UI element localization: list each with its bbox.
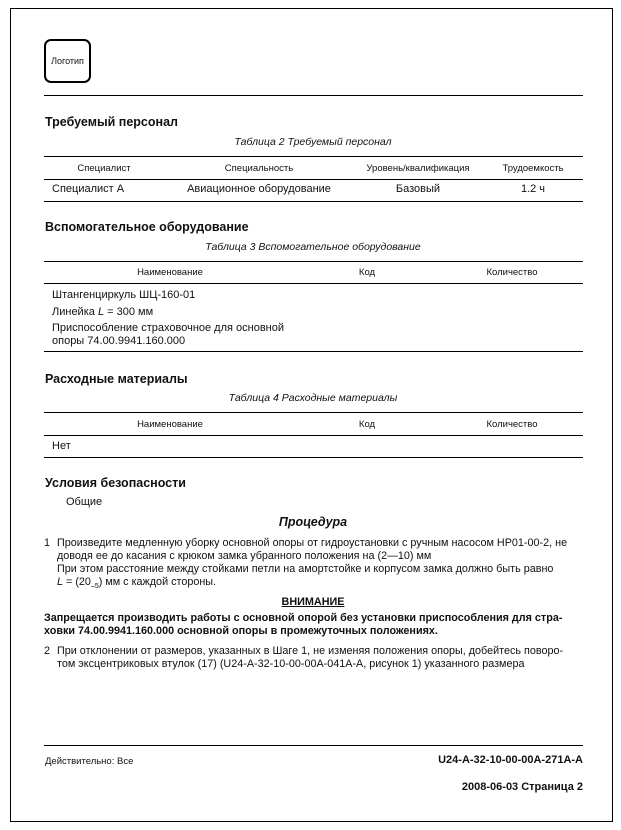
footer-doc-code: U24-A-32-10-00-00A-271A-A <box>438 754 583 766</box>
personnel-table-top <box>44 156 583 157</box>
equipment-heading: Вспомогательное оборудование <box>45 220 249 234</box>
equipment-item-fixture-line1: Приспособление страховочное для основной <box>52 322 285 334</box>
step2-line2: том эксцентриковых втулок (17) (U24-A-32-10-00-00A-041A-A, рисунок 1) указанного размера <box>57 658 525 670</box>
personnel-col-effort: Трудоемкость <box>502 163 564 174</box>
warning-line1: Запрещается производить работы с основной опорой без установки приспособления для стра- <box>44 612 563 624</box>
safety-text: Общие <box>66 496 103 508</box>
safety-heading: Условия безопасности <box>45 476 186 490</box>
equipment-item-fixture-line2: опоры 74.00.9941.160.000 <box>52 335 186 347</box>
consumables-cell-none: Нет <box>52 440 71 452</box>
step1-var: L <box>57 576 64 588</box>
consumables-table-top <box>44 412 583 413</box>
personnel-cell-effort: 1.2 ч <box>520 183 546 195</box>
consumables-header-divider <box>44 435 583 436</box>
page-frame <box>10 8 613 822</box>
equipment-col-code: Код <box>358 267 376 278</box>
personnel-col-specialist: Специалист <box>77 163 131 174</box>
personnel-cell-specialty: Авиационное оборудование <box>187 183 331 195</box>
step1-tolerance: –5 <box>90 583 99 591</box>
equipment-col-name: Наименование <box>137 267 203 278</box>
footer-applicability: Действительно: Все <box>45 756 134 767</box>
step1-line2: доводя ее до касания с крюком замка убранного положения на (2—10) мм <box>57 550 432 562</box>
equipment-item-ruler <box>52 306 153 318</box>
step1-line3: При этом расстояние между стойками петли на амортстойке и корпусом замка должно быть равно <box>57 563 554 575</box>
step2-line1: При отклонении от размеров, указанных в Шаге 1, не изменяя положения опоры, добейтесь поворо- <box>57 645 564 657</box>
personnel-cell-level: Базовый <box>395 183 441 195</box>
equipment-caption: Таблица 3 Вспомогательное оборудование <box>205 241 421 253</box>
personnel-heading: Требуемый персонал <box>45 115 178 129</box>
step1-end: ) мм с каждой стороны. <box>98 576 217 588</box>
step1-mid: = (20 <box>63 576 91 588</box>
equipment-table-top <box>44 261 583 262</box>
warning-title: ВНИМАНИЕ <box>281 596 345 608</box>
consumables-table-bottom <box>44 457 583 458</box>
footer-date-page: 2008-06-03 Страница 2 <box>461 781 583 793</box>
equipment-header-divider <box>44 283 583 284</box>
step2-number: 2 <box>44 645 51 657</box>
procedure-title: Процедура <box>278 515 348 529</box>
equipment-col-qty: Количество <box>486 267 538 278</box>
step1-line4 <box>57 576 216 593</box>
footer-divider <box>44 745 583 746</box>
warning-line2: ховки 74.00.9941.160.000 основной опоры в промежуточных положениях. <box>44 625 438 637</box>
equipment-item-caliper: Штангенциркуль ШЦ-160-01 <box>52 289 196 301</box>
logo-text: Логотип <box>51 56 84 66</box>
consumables-col-name: Наименование <box>137 419 203 430</box>
logo-placeholder <box>44 39 91 83</box>
consumables-col-code: Код <box>358 419 376 430</box>
consumables-caption: Таблица 4 Расходные материалы <box>228 392 398 404</box>
personnel-header-divider <box>44 179 583 180</box>
consumables-heading: Расходные материалы <box>45 372 188 386</box>
personnel-col-level: Уровень/квалификация <box>366 163 470 174</box>
header-divider <box>44 95 583 96</box>
equipment-item-ruler-suffix: = 300 мм <box>104 306 154 318</box>
personnel-table-bottom <box>44 201 583 202</box>
step1-number: 1 <box>44 537 51 549</box>
personnel-caption: Таблица 2 Требуемый персонал <box>234 136 392 148</box>
consumables-col-qty: Количество <box>486 419 538 430</box>
equipment-table-bottom <box>44 351 583 352</box>
equipment-item-ruler-prefix: Линейка <box>52 306 98 318</box>
equipment-item-ruler-var: L <box>97 306 105 318</box>
personnel-cell-specialist: Специалист А <box>52 183 125 195</box>
personnel-col-specialty: Специальность <box>224 163 294 174</box>
step1-line1: Произведите медленную уборку основной опоры от гидроустановки с ручным насосом НР01-00-2, не <box>57 537 568 549</box>
